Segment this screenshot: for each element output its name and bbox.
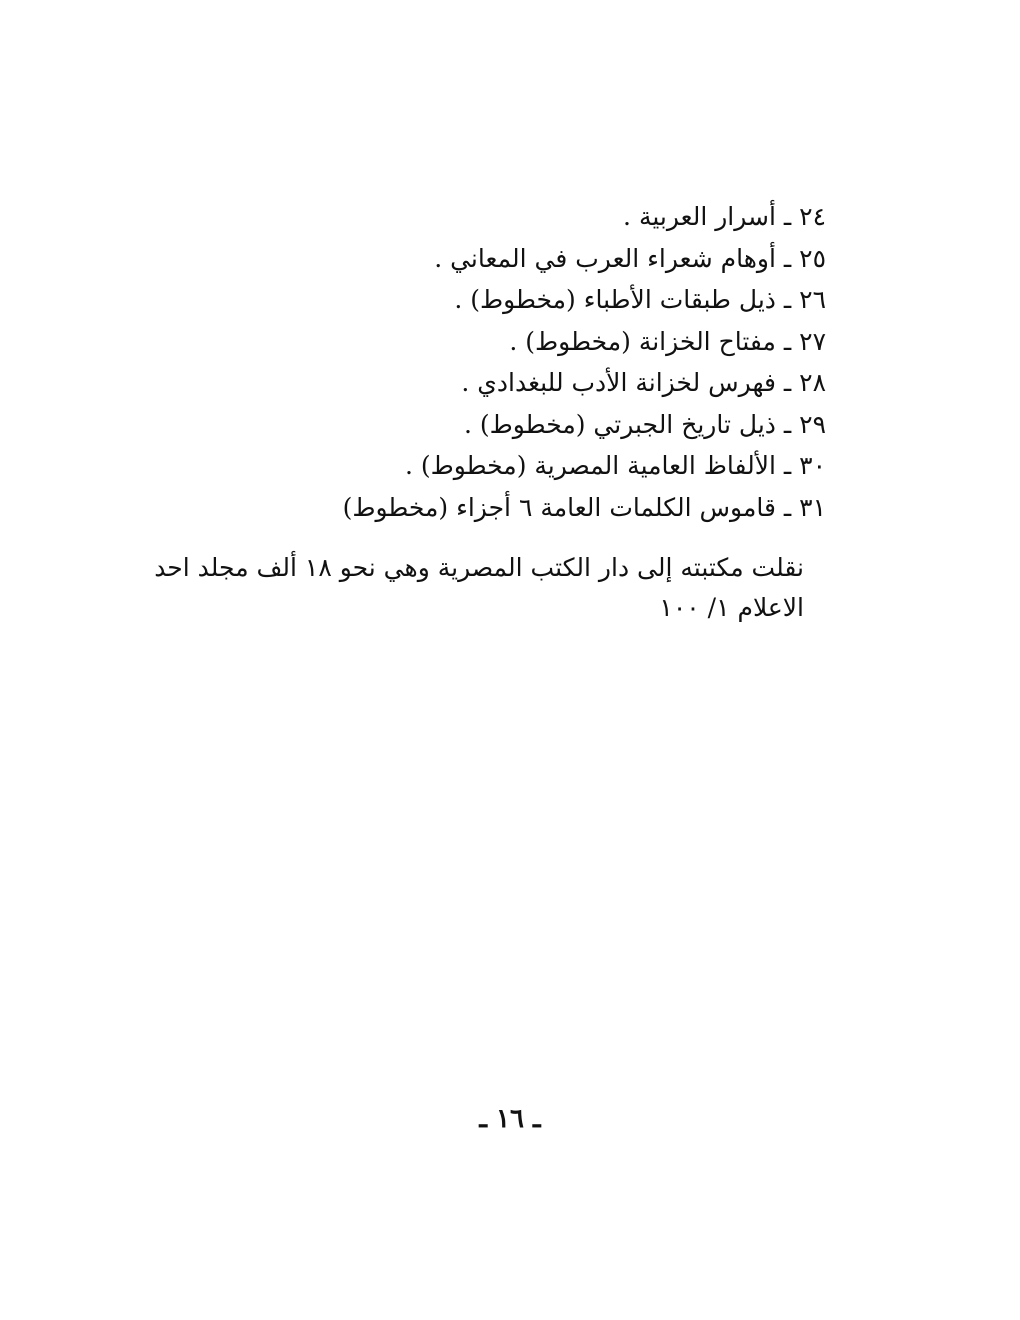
list-item: ٢٦ ـ ذيل طبقات الأطباء (مخطوط) . (454, 285, 826, 314)
list-item: ٢٥ ـ أوهام شعراء العرب في المعاني . (434, 243, 826, 273)
list-item: ٣١ ـ قاموس الكلمات العامة ٦ أجزاء (مخطوط) (342, 492, 826, 522)
page-number: ـ ١٦ ـ (479, 1104, 541, 1134)
list-item: ٢٨ ـ فهرس لخزانة الأدب للبغدادي . (461, 368, 826, 397)
list-item: ٢٤ ـ أسرار العربية . (623, 202, 826, 231)
library-note (144, 548, 804, 628)
note-line: الاعلام ١/ ١٠٠ (659, 593, 804, 622)
list-item: ٢٩ ـ ذيل تاريخ الجبرتي (مخطوط) . (464, 409, 826, 439)
list-item: ٣٠ ـ الألفاظ العامية المصرية (مخطوط) . (404, 451, 826, 480)
note-line: نقلت مكتبته إلى دار الكتب المصرية وهي نحو ١٨ ألف مجلد احد (154, 553, 804, 582)
list-item: ٢٧ ـ مفتاح الخزانة (مخطوط) . (509, 326, 826, 356)
works-list (286, 196, 826, 528)
